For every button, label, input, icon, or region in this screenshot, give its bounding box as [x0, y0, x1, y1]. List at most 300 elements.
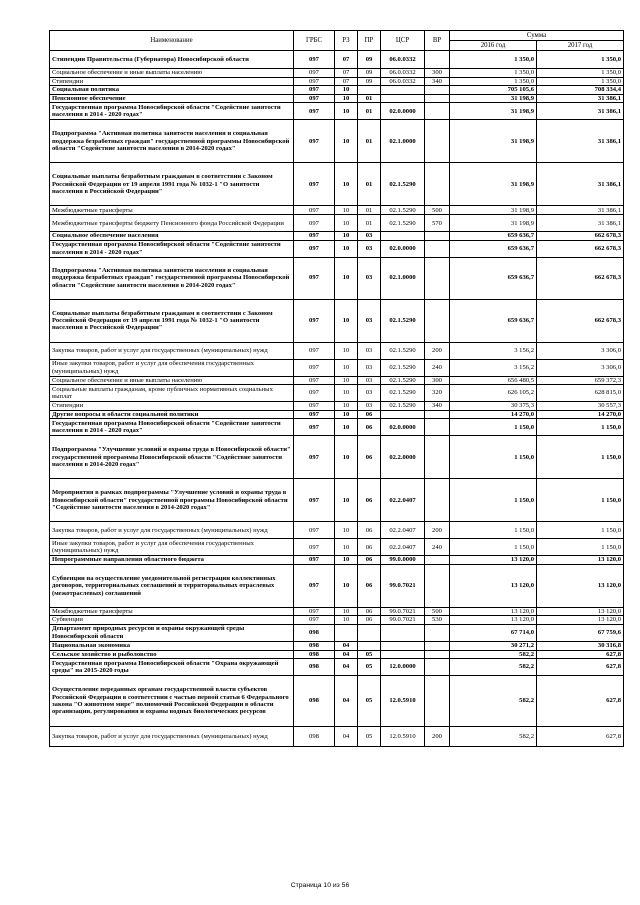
cell-name: Стипендии — [50, 402, 294, 411]
cell-grbs: 098 — [294, 624, 335, 641]
cell-vr: 200 — [425, 727, 450, 747]
cell-grbs: 097 — [294, 94, 335, 102]
cell-sum-2017: 628 815,0 — [537, 385, 624, 402]
table-row — [50, 69, 624, 78]
cell-sum-2016: 13 120,0 — [450, 607, 537, 615]
header-rz: РЗ — [335, 31, 358, 51]
cell-sum-2016: 13 120,0 — [450, 556, 537, 564]
table-row — [50, 86, 624, 94]
cell-pr: 09 — [358, 69, 381, 78]
cell-csr: 06.0.0332 — [381, 78, 425, 86]
cell-vr — [425, 676, 450, 727]
cell-grbs: 097 — [294, 51, 335, 69]
cell-csr: 02.1.5290 — [381, 342, 425, 359]
cell-sum-2016: 1 350,0 — [450, 51, 537, 69]
cell-grbs: 097 — [294, 103, 335, 120]
cell-sum-2017: 1 150,0 — [537, 419, 624, 436]
cell-sum-2016: 14 270,0 — [450, 411, 537, 419]
cell-sum-2016: 582,2 — [450, 676, 537, 727]
cell-rz: 10 — [335, 556, 358, 564]
cell-vr: 340 — [425, 78, 450, 86]
cell-sum-2017: 3 306,0 — [537, 342, 624, 359]
table-row — [50, 94, 624, 102]
cell-rz: 10 — [335, 419, 358, 436]
cell-grbs: 097 — [294, 69, 335, 78]
cell-grbs: 097 — [294, 436, 335, 479]
header-csr: ЦСР — [381, 31, 425, 51]
cell-sum-2016: 1 150,0 — [450, 479, 537, 522]
cell-pr — [358, 641, 381, 650]
cell-grbs: 097 — [294, 342, 335, 359]
cell-grbs: 097 — [294, 556, 335, 564]
cell-sum-2017: 1 350,0 — [537, 78, 624, 86]
cell-sum-2016: 31 198,9 — [450, 103, 537, 120]
cell-csr: 02.1.5290 — [381, 215, 425, 232]
cell-csr: 99.0.7021 — [381, 607, 425, 615]
cell-grbs: 097 — [294, 479, 335, 522]
cell-sum-2017: 30 557,3 — [537, 402, 624, 411]
cell-name: Социальные выплаты безработным гражданам в соответствии с Законом Российской Федерации от 19 апреля 1991 года № 1032-1 "О занятости населения в Российской Федерации" — [50, 163, 294, 206]
cell-vr: 500 — [425, 206, 450, 215]
cell-sum-2016: 1 350,0 — [450, 78, 537, 86]
cell-grbs: 097 — [294, 376, 335, 384]
table-row — [50, 402, 624, 411]
cell-vr — [425, 411, 450, 419]
cell-sum-2017: 3 306,0 — [537, 359, 624, 376]
cell-pr: 06 — [358, 419, 381, 436]
cell-csr: 12.0.5910 — [381, 727, 425, 747]
cell-vr: 570 — [425, 215, 450, 232]
table-row — [50, 539, 624, 556]
cell-name: Иные закупки товаров, работ и услуг для обеспечения государственных (муниципальных) нужд — [50, 359, 294, 376]
cell-sum-2017: 627,8 — [537, 659, 624, 676]
cell-name: Непрограммные направления областного бюджета — [50, 556, 294, 564]
cell-sum-2017: 662 678,3 — [537, 299, 624, 342]
cell-name: Национальная экономика — [50, 641, 294, 650]
cell-sum-2017: 627,8 — [537, 727, 624, 747]
cell-grbs: 097 — [294, 385, 335, 402]
header-sum: Сумма — [450, 31, 624, 41]
cell-pr: 06 — [358, 479, 381, 522]
cell-csr — [381, 411, 425, 419]
cell-csr: 02.1.5290 — [381, 206, 425, 215]
cell-pr: 03 — [358, 232, 381, 240]
cell-vr — [425, 564, 450, 607]
cell-vr: 340 — [425, 402, 450, 411]
header-grbs: ГРБС — [294, 31, 335, 51]
cell-sum-2016: 31 198,9 — [450, 215, 537, 232]
table-row — [50, 120, 624, 163]
cell-grbs: 097 — [294, 564, 335, 607]
cell-name: Межбюджетные трансферты — [50, 206, 294, 215]
cell-pr: 03 — [358, 299, 381, 342]
cell-csr: 02.1.0000 — [381, 120, 425, 163]
cell-csr: 02.1.5290 — [381, 376, 425, 384]
cell-sum-2017: 1 350,0 — [537, 51, 624, 69]
cell-rz: 04 — [335, 727, 358, 747]
cell-vr — [425, 103, 450, 120]
cell-sum-2017: 31 386,1 — [537, 120, 624, 163]
cell-grbs: 097 — [294, 78, 335, 86]
cell-csr: 99.0.0000 — [381, 556, 425, 564]
cell-rz: 04 — [335, 650, 358, 658]
cell-rz: 10 — [335, 479, 358, 522]
cell-vr: 530 — [425, 616, 450, 624]
cell-sum-2017: 627,8 — [537, 676, 624, 727]
cell-pr: 06 — [358, 411, 381, 419]
cell-csr: 02.1.0000 — [381, 257, 425, 299]
cell-name: Мероприятия в рамках подпрограммы "Улучшение условий и охраны труда в Новосибирской области" государственной программы Новосибирской области "Содействие занятости населения в 2014-2020 годах" — [50, 479, 294, 522]
cell-pr — [358, 624, 381, 641]
cell-name: Социальные выплаты гражданам, кроме публичных нормативных социальных выплат — [50, 385, 294, 402]
cell-vr: 500 — [425, 607, 450, 615]
cell-sum-2017: 31 386,1 — [537, 163, 624, 206]
cell-rz: 10 — [335, 436, 358, 479]
cell-vr — [425, 232, 450, 240]
table-row — [50, 240, 624, 257]
cell-csr: 02.2.0407 — [381, 479, 425, 522]
cell-pr: 06 — [358, 539, 381, 556]
cell-csr: 06.0.0332 — [381, 51, 425, 69]
cell-sum-2016: 30 375,3 — [450, 402, 537, 411]
cell-grbs: 097 — [294, 607, 335, 615]
table-row — [50, 299, 624, 342]
budget-table — [49, 30, 624, 747]
cell-vr — [425, 659, 450, 676]
cell-sum-2017: 659 372,3 — [537, 376, 624, 384]
cell-grbs: 097 — [294, 86, 335, 94]
cell-pr: 03 — [358, 402, 381, 411]
cell-sum-2016: 31 198,9 — [450, 206, 537, 215]
cell-pr: 05 — [358, 727, 381, 747]
cell-csr — [381, 641, 425, 650]
cell-pr: 05 — [358, 659, 381, 676]
cell-sum-2016: 31 198,9 — [450, 94, 537, 102]
table-row — [50, 342, 624, 359]
cell-rz: 07 — [335, 51, 358, 69]
cell-csr: 02.0.0000 — [381, 240, 425, 257]
table-row — [50, 624, 624, 641]
cell-rz: 10 — [335, 402, 358, 411]
cell-rz: 10 — [335, 385, 358, 402]
cell-name: Подпрограмма "Активная политика занятости населения и социальная поддержка безработных граждан" государственной программы Новосибирской области "Содействие занятости населения в 2014-2020 годах" — [50, 120, 294, 163]
cell-sum-2016: 3 156,2 — [450, 359, 537, 376]
budget-table-sheet — [49, 30, 623, 747]
cell-rz: 10 — [335, 232, 358, 240]
cell-vr — [425, 479, 450, 522]
cell-grbs: 098 — [294, 676, 335, 727]
cell-name: Государственная программа Новосибирской области "Охрана окружающей среды" на 2015-2020 годы — [50, 659, 294, 676]
cell-name: Иные закупки товаров, работ и услуг для обеспечения государственных (муниципальных) нужд — [50, 539, 294, 556]
cell-sum-2017: 31 386,1 — [537, 215, 624, 232]
cell-pr: 01 — [358, 94, 381, 102]
cell-sum-2016: 705 105,6 — [450, 86, 537, 94]
cell-vr: 300 — [425, 376, 450, 384]
cell-sum-2017: 708 334,4 — [537, 86, 624, 94]
cell-pr: 06 — [358, 607, 381, 615]
table-row — [50, 78, 624, 86]
cell-pr — [358, 86, 381, 94]
cell-csr: 99.0.7021 — [381, 616, 425, 624]
table-row — [50, 616, 624, 624]
cell-csr — [381, 94, 425, 102]
cell-csr: 12.0.0000 — [381, 659, 425, 676]
cell-sum-2017: 31 386,1 — [537, 103, 624, 120]
cell-grbs: 097 — [294, 120, 335, 163]
cell-sum-2016: 659 636,7 — [450, 299, 537, 342]
table-row — [50, 376, 624, 384]
cell-vr: 320 — [425, 385, 450, 402]
cell-csr — [381, 650, 425, 658]
table-row — [50, 607, 624, 615]
header-year-2016: 2016 год — [450, 41, 537, 51]
cell-pr: 06 — [358, 522, 381, 539]
cell-grbs: 097 — [294, 206, 335, 215]
cell-pr: 03 — [358, 376, 381, 384]
cell-sum-2016: 1 150,0 — [450, 522, 537, 539]
cell-csr — [381, 624, 425, 641]
cell-pr: 01 — [358, 103, 381, 120]
table-row — [50, 232, 624, 240]
table-row — [50, 522, 624, 539]
cell-grbs: 097 — [294, 359, 335, 376]
cell-sum-2016: 656 480,5 — [450, 376, 537, 384]
cell-sum-2017: 1 150,0 — [537, 436, 624, 479]
cell-sum-2017: 30 316,8 — [537, 641, 624, 650]
cell-sum-2017: 662 678,3 — [537, 232, 624, 240]
header-pr: ПР — [358, 31, 381, 51]
cell-csr: 02.1.5290 — [381, 299, 425, 342]
cell-pr: 03 — [358, 342, 381, 359]
cell-rz: 07 — [335, 69, 358, 78]
cell-pr: 01 — [358, 163, 381, 206]
cell-csr: 99.0.7021 — [381, 564, 425, 607]
cell-sum-2017: 13 120,0 — [537, 616, 624, 624]
cell-rz: 10 — [335, 411, 358, 419]
cell-sum-2017: 662 678,3 — [537, 257, 624, 299]
cell-name: Закупка товаров, работ и услуг для государственных (муниципальных) нужд — [50, 522, 294, 539]
cell-rz: 10 — [335, 539, 358, 556]
cell-rz: 04 — [335, 659, 358, 676]
cell-name: Субвенции на осуществление уведомительной регистрации коллективных договоров, территориальных соглашений и территориальных отраслевых (межотраслевых) соглашений — [50, 564, 294, 607]
cell-name: Межбюджетные трансферты бюджету Пенсионного фонда Российской Федерации — [50, 215, 294, 232]
cell-rz: 10 — [335, 359, 358, 376]
cell-vr: 240 — [425, 359, 450, 376]
cell-vr — [425, 51, 450, 69]
cell-rz: 10 — [335, 103, 358, 120]
cell-vr — [425, 86, 450, 94]
cell-csr: 02.1.5290 — [381, 385, 425, 402]
cell-name: Государственная программа Новосибирской области "Содействие занятости населения в 2014 - 2020 годах" — [50, 419, 294, 436]
cell-vr — [425, 299, 450, 342]
cell-sum-2017: 31 386,1 — [537, 206, 624, 215]
cell-vr: 240 — [425, 539, 450, 556]
table-row — [50, 676, 624, 727]
cell-grbs: 098 — [294, 727, 335, 747]
cell-vr — [425, 163, 450, 206]
cell-grbs: 098 — [294, 641, 335, 650]
cell-pr: 01 — [358, 215, 381, 232]
cell-name: Социальные выплаты безработным гражданам в соответствии с Законом Российской Федерации от 19 апреля 1991 года № 1032-1 "О занятости населения в Российской Федерации" — [50, 299, 294, 342]
table-row — [50, 641, 624, 650]
cell-sum-2017: 31 386,1 — [537, 94, 624, 102]
cell-rz: 10 — [335, 163, 358, 206]
cell-csr — [381, 232, 425, 240]
cell-vr — [425, 257, 450, 299]
cell-name: Государственная программа Новосибирской области "Содействие занятости населения в 2014 - 2020 годах" — [50, 240, 294, 257]
cell-sum-2016: 31 198,9 — [450, 120, 537, 163]
cell-sum-2016: 659 636,7 — [450, 257, 537, 299]
cell-vr — [425, 240, 450, 257]
cell-pr: 01 — [358, 120, 381, 163]
table-row — [50, 385, 624, 402]
cell-sum-2016: 67 714,0 — [450, 624, 537, 641]
table-row — [50, 103, 624, 120]
table-row — [50, 556, 624, 564]
cell-name: Стипендии Правительства (Губернатора) Новосибирской области — [50, 51, 294, 69]
cell-name: Государственная программа Новосибирской области "Содействие занятости населения в 2014 - 2020 годах" — [50, 103, 294, 120]
cell-csr: 02.1.5290 — [381, 359, 425, 376]
cell-name: Пенсионное обеспечение — [50, 94, 294, 102]
cell-pr: 03 — [358, 385, 381, 402]
cell-vr — [425, 624, 450, 641]
table-row — [50, 51, 624, 69]
cell-csr: 06.0.0332 — [381, 69, 425, 78]
cell-vr — [425, 94, 450, 102]
table-row — [50, 163, 624, 206]
cell-sum-2016: 582,2 — [450, 727, 537, 747]
cell-rz: 10 — [335, 94, 358, 102]
cell-rz: 10 — [335, 240, 358, 257]
cell-vr — [425, 556, 450, 564]
cell-name: Другие вопросы в области социальной политики — [50, 411, 294, 419]
cell-pr: 09 — [358, 51, 381, 69]
cell-rz — [335, 624, 358, 641]
table-row — [50, 419, 624, 436]
cell-vr — [425, 641, 450, 650]
table-row — [50, 206, 624, 215]
cell-vr: 300 — [425, 69, 450, 78]
cell-rz: 10 — [335, 376, 358, 384]
cell-name: Социальная политика — [50, 86, 294, 94]
cell-vr: 200 — [425, 342, 450, 359]
cell-grbs: 098 — [294, 659, 335, 676]
cell-rz: 10 — [335, 342, 358, 359]
cell-rz: 10 — [335, 299, 358, 342]
cell-sum-2017: 13 120,0 — [537, 564, 624, 607]
cell-name: Подпрограмма "Улучшение условий и охраны труда в Новосибирской области" государственной программы Новосибирской области "Содействие занятости населения в 2014-2020 годах" — [50, 436, 294, 479]
cell-sum-2017: 1 150,0 — [537, 479, 624, 522]
cell-pr: 05 — [358, 676, 381, 727]
cell-sum-2016: 1 150,0 — [450, 539, 537, 556]
cell-grbs: 097 — [294, 163, 335, 206]
cell-sum-2017: 1 350,0 — [537, 69, 624, 78]
header-name: Наименование — [50, 31, 294, 51]
cell-name: Осуществление переданных органам государственной власти субъектов Российской Федерации в соответствии с частью первой статьи 6 Федерального закона "О животном мире" полномочий Российской Федерации в области организации, регулирования и охраны водных биологических ресурсов — [50, 676, 294, 727]
cell-sum-2016: 13 120,0 — [450, 616, 537, 624]
cell-rz: 04 — [335, 641, 358, 650]
cell-csr: 12.0.5910 — [381, 676, 425, 727]
cell-pr: 06 — [358, 564, 381, 607]
cell-rz: 10 — [335, 257, 358, 299]
cell-name: Субвенции — [50, 616, 294, 624]
cell-sum-2016: 626 105,2 — [450, 385, 537, 402]
cell-grbs: 097 — [294, 299, 335, 342]
cell-rz: 07 — [335, 78, 358, 86]
table-row — [50, 436, 624, 479]
cell-sum-2016: 582,2 — [450, 659, 537, 676]
table-row — [50, 411, 624, 419]
cell-rz: 10 — [335, 206, 358, 215]
table-row — [50, 727, 624, 747]
table-row — [50, 215, 624, 232]
cell-rz: 10 — [335, 120, 358, 163]
cell-csr: 02.1.5290 — [381, 163, 425, 206]
cell-grbs: 097 — [294, 522, 335, 539]
cell-sum-2017: 67 759,6 — [537, 624, 624, 641]
cell-rz: 10 — [335, 564, 358, 607]
cell-rz: 10 — [335, 607, 358, 615]
cell-pr: 05 — [358, 650, 381, 658]
cell-sum-2016: 31 198,9 — [450, 163, 537, 206]
cell-sum-2017: 13 120,0 — [537, 556, 624, 564]
cell-grbs: 097 — [294, 257, 335, 299]
cell-grbs: 098 — [294, 650, 335, 658]
cell-csr: 02.2.0407 — [381, 522, 425, 539]
cell-vr — [425, 650, 450, 658]
cell-grbs: 097 — [294, 215, 335, 232]
table-row — [50, 359, 624, 376]
cell-name: Закупка товаров, работ и услуг для государственных (муниципальных) нужд — [50, 727, 294, 747]
cell-sum-2016: 582,2 — [450, 650, 537, 658]
cell-vr — [425, 436, 450, 479]
cell-pr: 03 — [358, 240, 381, 257]
header-year-2017: 2017 год — [537, 41, 624, 51]
cell-sum-2017: 662 678,3 — [537, 240, 624, 257]
cell-name: Сельское хозяйство и рыболовство — [50, 650, 294, 658]
header-vr: ВР — [425, 31, 450, 51]
cell-sum-2016: 1 350,0 — [450, 69, 537, 78]
cell-sum-2016: 659 636,7 — [450, 240, 537, 257]
cell-rz: 10 — [335, 522, 358, 539]
table-row — [50, 650, 624, 658]
table-row — [50, 659, 624, 676]
cell-pr: 01 — [358, 206, 381, 215]
cell-grbs: 097 — [294, 240, 335, 257]
cell-name: Социальное обеспечение и иные выплаты населению — [50, 69, 294, 78]
cell-vr: 200 — [425, 522, 450, 539]
table-row — [50, 479, 624, 522]
cell-sum-2016: 659 636,7 — [450, 232, 537, 240]
cell-rz: 04 — [335, 676, 358, 727]
cell-name: Стипендии — [50, 78, 294, 86]
cell-grbs: 097 — [294, 411, 335, 419]
cell-sum-2017: 14 270,0 — [537, 411, 624, 419]
cell-csr: 02.2.0407 — [381, 539, 425, 556]
cell-pr: 09 — [358, 78, 381, 86]
cell-grbs: 097 — [294, 616, 335, 624]
cell-csr: 02.1.5290 — [381, 402, 425, 411]
cell-grbs: 097 — [294, 539, 335, 556]
cell-sum-2016: 13 120,0 — [450, 564, 537, 607]
cell-name: Закупка товаров, работ и услуг для государственных (муниципальных) нужд — [50, 342, 294, 359]
cell-name: Департамент природных ресурсов и охраны окружающей среды Новосибирской области — [50, 624, 294, 641]
cell-name: Подпрограмма "Активная политика занятости населения и социальная поддержка безработных граждан" государственной программы Новосибирской области "Содействие занятости населения в 2014-2020 годах" — [50, 257, 294, 299]
cell-sum-2017: 13 120,0 — [537, 607, 624, 615]
cell-name: Социальное обеспечение населения — [50, 232, 294, 240]
cell-pr: 03 — [358, 359, 381, 376]
cell-sum-2017: 1 150,0 — [537, 539, 624, 556]
